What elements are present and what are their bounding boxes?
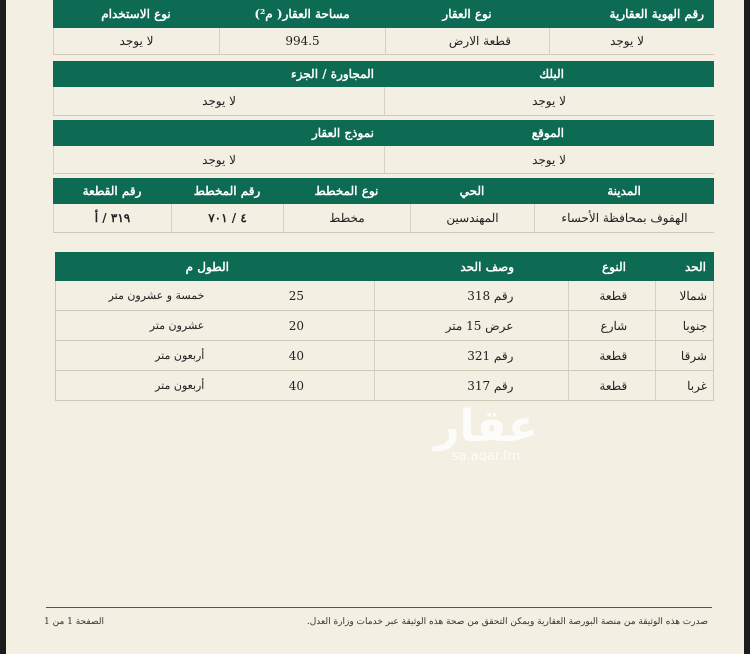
header-plan-type: نوع المخطط — [314, 184, 379, 198]
header-boundary-type: النوع — [602, 259, 626, 274]
cell-length-words: أربعون متر — [155, 349, 205, 362]
cell-length-words: عشرون متر — [149, 319, 205, 332]
cell-length-words: خمسة و عشرون متر — [108, 289, 205, 302]
block-neighborhood-values — [53, 87, 714, 116]
footer-note: صدرت هذه الوثيقة من منصة البورصة العقارية ويمكن التحقق من صحة هذه الوثيقة عبر خدمات وزارة العدل. — [306, 617, 708, 627]
property-info-header — [53, 0, 714, 28]
location-model-header — [53, 120, 714, 146]
page-number: الصفحة 1 من 1 — [44, 617, 104, 627]
cell-type: قطعة — [568, 281, 655, 310]
property-info-values — [53, 28, 714, 55]
value-city: الهفوف بمحافظة الأحساء — [534, 204, 714, 233]
city-plan-values — [53, 204, 714, 233]
cell-description: رقم 317 — [374, 371, 568, 400]
header-property-type: نوع العقار — [442, 7, 492, 21]
cell-type: قطعة — [568, 341, 655, 370]
value-property-model: لا يوجد — [53, 146, 384, 174]
cell-description: رقم 321 — [374, 341, 568, 370]
header-boundary-description: وصف الحد — [460, 259, 514, 274]
value-block: لا يوجد — [384, 87, 714, 116]
document-page — [6, 0, 744, 654]
value-usage-type: لا يوجد — [53, 28, 219, 55]
location-model-values — [53, 146, 714, 174]
cell-length: 25 — [288, 288, 305, 303]
cell-length: 40 — [288, 348, 305, 363]
cell-side: شرقا — [655, 341, 713, 370]
header-plot-number: رقم القطعة — [82, 184, 142, 198]
cell-length: 20 — [288, 318, 305, 333]
cell-type: قطعة — [568, 371, 655, 400]
watermark-url: sa.aqar.fm — [451, 449, 521, 464]
header-property-id: رقم الهوية العقارية — [609, 7, 704, 21]
header-plan-number: رقم المخطط — [193, 184, 261, 198]
boundaries-body — [55, 281, 714, 401]
cell-description: عرض 15 متر — [374, 311, 568, 340]
value-location: لا يوجد — [384, 146, 714, 174]
header-neighborhood-part: المجاورة / الجزء — [291, 67, 374, 81]
cell-description: رقم 318 — [374, 281, 568, 310]
header-block: البلك — [539, 67, 564, 81]
table-row — [56, 311, 713, 341]
cell-side: غربا — [655, 371, 713, 400]
header-usage-type: نوع الاستخدام — [101, 7, 171, 21]
cell-type: شارع — [568, 311, 655, 340]
boundaries-header — [55, 252, 714, 281]
header-location: الموقع — [531, 126, 564, 140]
header-city: المدينة — [607, 184, 641, 198]
header-property-model: نموذج العقار — [311, 126, 374, 140]
value-plan-type: مخطط — [283, 204, 410, 233]
cell-side: شمالا — [655, 281, 713, 310]
city-plan-header — [53, 178, 714, 204]
value-plan-number: ٤ / ٧٠١ — [171, 204, 283, 233]
table-row — [56, 371, 713, 400]
value-neighborhood-part: لا يوجد — [53, 87, 384, 116]
header-side: الحد — [684, 259, 706, 274]
value-property-type: قطعة الارض — [385, 28, 549, 55]
table-row — [56, 281, 713, 311]
header-length: الطول م — [185, 259, 229, 274]
block-neighborhood-header — [53, 61, 714, 87]
header-property-area: مساحة العقار( م²) — [254, 7, 350, 21]
footer-divider — [46, 607, 712, 608]
value-district: المهندسين — [410, 204, 534, 233]
watermark-word: عقار — [434, 401, 538, 452]
aqar-watermark — [424, 401, 548, 464]
table-row — [56, 341, 713, 371]
value-property-area: 994.5 — [219, 28, 385, 55]
value-property-id: لا يوجد — [549, 28, 714, 55]
cell-length-words: أربعون متر — [155, 379, 205, 392]
cell-length: 40 — [288, 378, 305, 393]
cell-side: جنوبا — [655, 311, 713, 340]
header-district: الحي — [459, 184, 485, 198]
value-plot-number: ٣١٩ / أ — [53, 204, 171, 233]
